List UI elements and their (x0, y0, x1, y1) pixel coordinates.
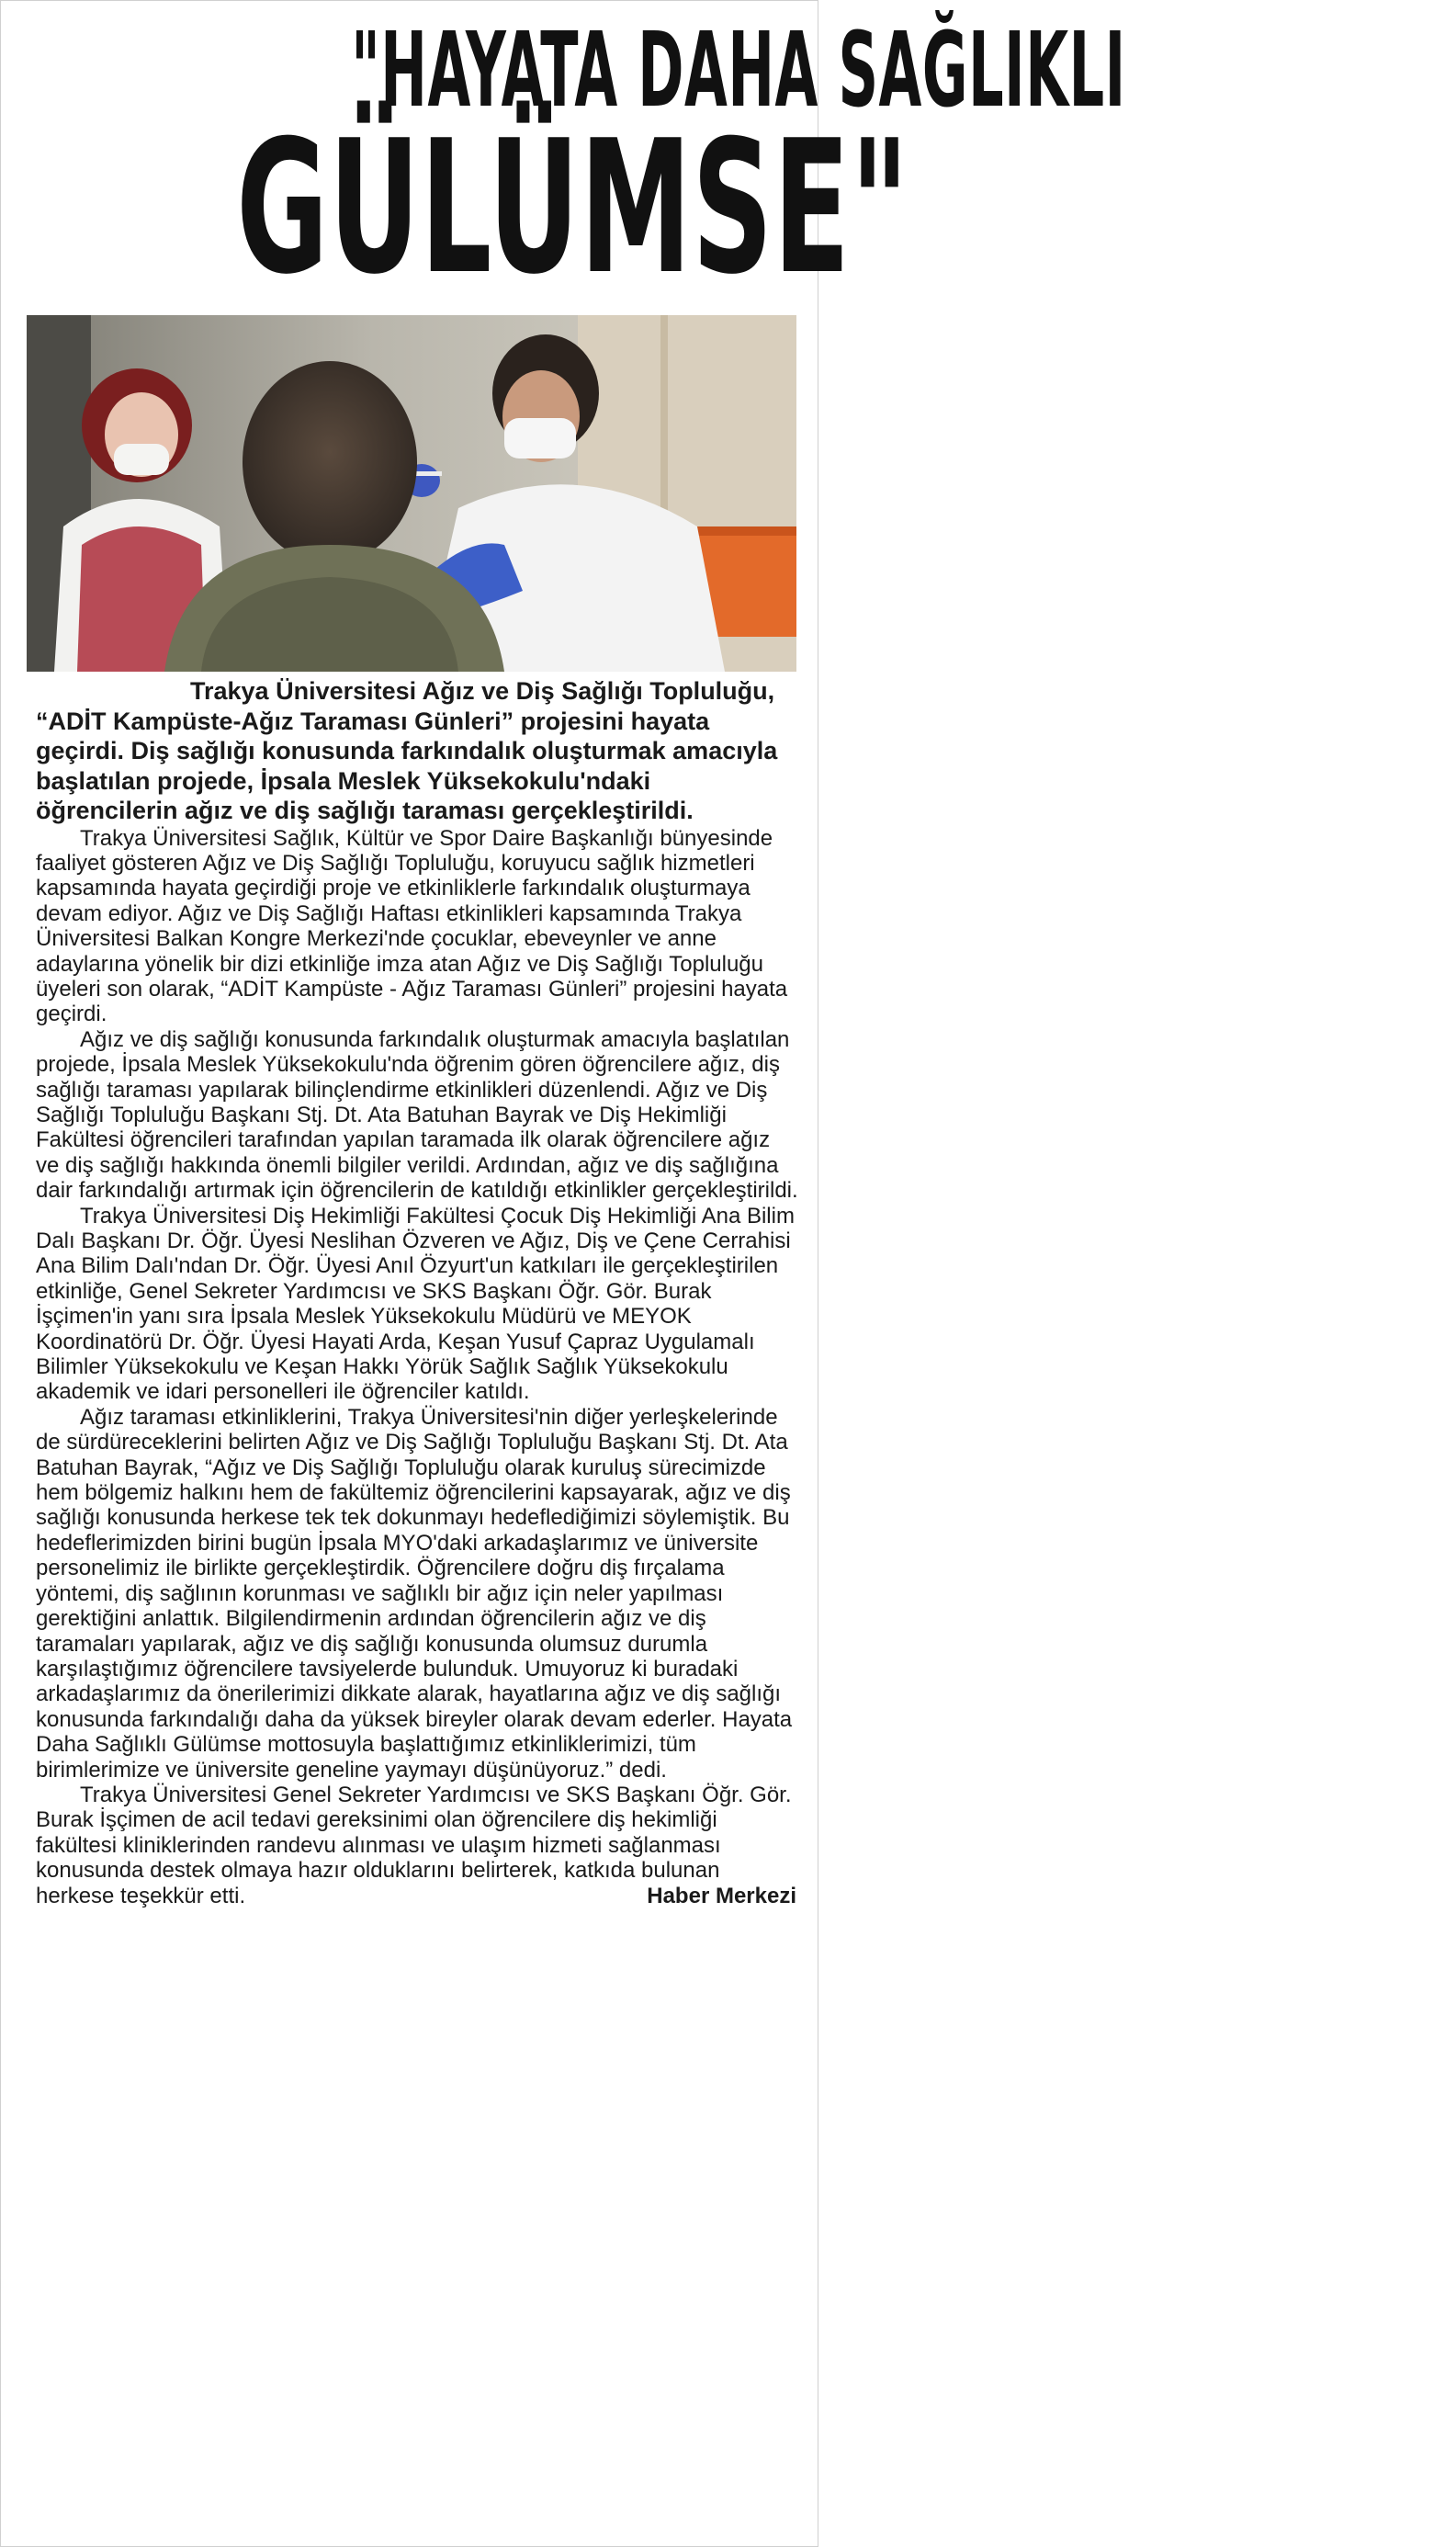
article-last-paragraph-block (36, 1783, 798, 1908)
article-paragraph: Ağız taraması etkinliklerini, Trakya Üniversitesi'nin diğer yerleşkelerinde de sürdüreceklerini belirten Ağız ve Diş Sağlığı Topluluğu Başkanı Stj. Dt. Ata Batuhan Bayrak, “Ağız ve Diş Sağlığı Topluluğu olarak kuruluş sürecimizde hem bölgemiz halkını hem de fakültemiz öğrencilerini kapsayarak, ağız ve diş sağlığı konusunda herkese tek tek dokunmayı hedeflediğimizi söylemiştik. Bu hedeflerimizden birini bugün İpsala MYO'daki arkadaşlarımız ve üniversite personelimiz ile birlikte gerçekleştirdik. Öğrencilere doğru diş fırçalama yöntemi, diş sağlının korunması ve sağlıklı bir ağız için neler yapılması gerektiğini anlattık. Bilgilendirmenin ardından öğrencilerin ağız ve diş taramaları yapılarak, ağız ve diş sağlığı konusunda olumsuz durumla karşılaştığımız öğrencilere tavsiyelerde bulunduk. Umuyoruz ki buradaki arkadaşlarımız da önerilerimizi dikkate alarak, hayatlarına ağız ve diş sağlığı konusunda farkındalığı daha da yüksek bireyler olarak devam ederler. Hayata Daha Sağlıklı Gülümse mottosuyla başlattığımız etkinliklerimizi, tüm birimlerimize ve üniversite geneline yaymayı düşünüyoruz.” dedi. (36, 1404, 793, 1783)
article-paragraph: Trakya Üniversitesi Sağlık, Kültür ve Spor Daire Başkanlığı bünyesinde faaliyet gösteren Ağız ve Diş Sağlığı Topluluğu, koruyucu sağlık hizmetleri kapsamında hayata geçirdiği proje ve etkinliklerle farkındalık oluşturmaya devam ediyor. Ağız ve Diş Sağlığı Haftası etkinlikleri kapsamında Trakya Üniversitesi Balkan Kongre Merkezi'nde çocuklar, ebeveynler ve anne adaylarına yönelik bir dizi etkinliğe imza atan Ağız ve Diş Sağlığı Topluluğu üyeleri son olarak, “ADİT Kampüste - Ağız Taraması Günleri” projesini hayata geçirdi. (36, 825, 788, 1027)
headline-text-1: "HAYATA DAHA SAĞLIKLI (351, 11, 1126, 130)
article-photo (27, 315, 796, 672)
article-paragraph: Trakya Üniversitesi Diş Hekimliği Fakültesi Çocuk Diş Hekimliği Ana Bilim Dalı Başkanı Dr. Öğr. Üyesi Neslihan Özveren ve Ağız, Diş ve Çene Cerrahisi Ana Bilim Dalı'ndan Dr. Öğr. Üyesi Anıl Özyurt'un katkıları ile gerçekleştirilen etkinliğe, Genel Sekreter Yardımcısı ve SKS Başkanı Öğr. Gör. Burak İşçimen'in yanı sıra İpsala Meslek Yüksekokulu Müdürü ve MEYOK Koordinatörü Dr. Öğr. Üyesi Hayati Arda, Keşan Yusuf Çapraz Uygulamalı Bilimler Yüksekokulu ve Keşan Hakkı Yörük Sağlık Sağlık Yüksekokulu akademik ve idari personelleri ile öğrenciler katıldı. (36, 1203, 795, 1405)
byline: Haber Merkezi (647, 1883, 796, 1908)
dental-screening-photo-icon (27, 315, 796, 672)
article-body (36, 676, 798, 1908)
headline-text-2: GÜLÜMSE" (236, 101, 909, 315)
article-lead: Trakya Üniversitesi Ağız ve Diş Sağlığı Topluluğu, “ADİT Kampüste-Ağız Taraması Günleri” projesini hayata geçirdi. Diş sağlığı konusunda farkındalık oluşturmak amacıyla başlatılan projede, İpsala Meslek Yüksekokulu'ndaki öğrencilerin ağız ve diş sağlığı taraması gerçekleştirildi. (36, 677, 778, 824)
headline-line-2 (21, 101, 909, 315)
article-paragraph: Ağız ve diş sağlığı konusunda farkındalık oluşturmak amacıyla başlatılan projede, İpsala Meslek Yüksekokulu'nda öğrenim gören öğrencilere ağız, diş sağlığı taraması yapılarak bilinçlendirme etkinlikleri düzenlendi. Ağız ve Diş Sağlığı Topluluğu Başkanı Stj. Dt. Ata Batuhan Bayrak ve Diş Hekimliği Fakültesi öğrencileri tarafından yapılan taramada ilk olarak öğrencilere ağız ve diş sağlığı hakkında önemli bilgiler verildi. Ardından, ağız ve diş sağlığına dair farkındalığı artırmak için öğrencilerin de katıldığı etkinlikler gerçekleştirildi. (36, 1026, 798, 1204)
article-paragraph: Trakya Üniversitesi Genel Sekreter Yardımcısı ve SKS Başkanı Öğr. Gör. Burak İşçimen de acil tedavi gereksinimi olan öğrencilere diş hekimliği fakültesi kliniklerinden randevu alınması ve ulaşım hizmeti sağlanması konusunda destek olmaya hazır olduklarını belirterek, katkıda bulunan herkese teşekkür etti. (36, 1782, 792, 1908)
